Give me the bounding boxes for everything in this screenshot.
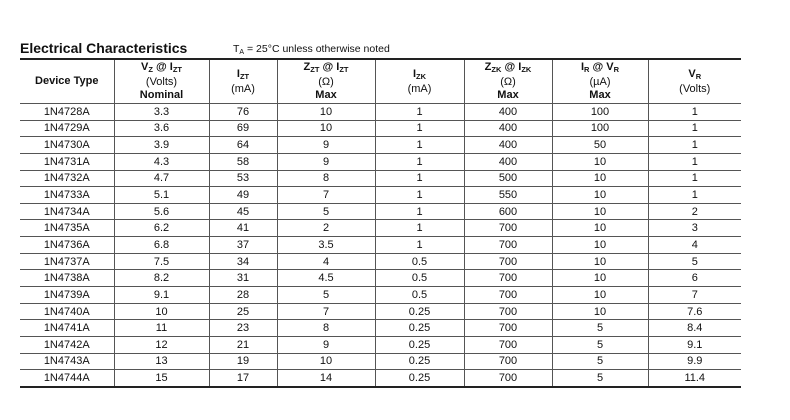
value-cell: 1 bbox=[375, 237, 464, 254]
device-type-cell: 1N4737A bbox=[20, 253, 114, 270]
electrical-characteristics-table bbox=[20, 58, 741, 388]
value-cell: 700 bbox=[464, 370, 552, 387]
value-cell: 1 bbox=[375, 220, 464, 237]
value-cell: 3.9 bbox=[114, 137, 209, 154]
device-type-cell: 1N4731A bbox=[20, 153, 114, 170]
value-cell: 19 bbox=[209, 353, 277, 370]
table-row bbox=[20, 303, 741, 320]
value-cell: 5 bbox=[552, 370, 648, 387]
value-cell: 49 bbox=[209, 187, 277, 204]
value-cell: 5 bbox=[277, 203, 375, 220]
value-cell: 700 bbox=[464, 336, 552, 353]
value-cell: 9 bbox=[277, 137, 375, 154]
value-cell: 41 bbox=[209, 220, 277, 237]
value-cell: 5 bbox=[552, 336, 648, 353]
value-cell: 10 bbox=[552, 203, 648, 220]
value-cell: 15 bbox=[114, 370, 209, 387]
value-cell: 0.25 bbox=[375, 353, 464, 370]
value-cell: 550 bbox=[464, 187, 552, 204]
value-cell: 23 bbox=[209, 320, 277, 337]
table-row bbox=[20, 370, 741, 387]
device-type-cell: 1N4740A bbox=[20, 303, 114, 320]
header-izt: $I_{ZT}$ (mA) bbox=[209, 59, 277, 104]
value-cell: 1 bbox=[648, 137, 741, 154]
value-cell: 1 bbox=[648, 104, 741, 121]
header-zzt: $Z_{ZT}$ @ $I_{ZT}$ (Ω) Max bbox=[277, 59, 375, 104]
value-cell: 9.1 bbox=[114, 287, 209, 304]
table-row bbox=[20, 203, 741, 220]
value-cell: 10 bbox=[552, 187, 648, 204]
table-row bbox=[20, 153, 741, 170]
value-cell: 700 bbox=[464, 320, 552, 337]
value-cell: 8 bbox=[277, 170, 375, 187]
value-cell: 25 bbox=[209, 303, 277, 320]
value-cell: 9.1 bbox=[648, 336, 741, 353]
value-cell: 34 bbox=[209, 253, 277, 270]
value-cell: 5 bbox=[277, 287, 375, 304]
table-row bbox=[20, 104, 741, 121]
value-cell: 0.25 bbox=[375, 320, 464, 337]
table-row bbox=[20, 353, 741, 370]
value-cell: 10 bbox=[277, 353, 375, 370]
value-cell: 8.2 bbox=[114, 270, 209, 287]
value-cell: 3.5 bbox=[277, 237, 375, 254]
value-cell: 64 bbox=[209, 137, 277, 154]
device-type-cell: 1N4742A bbox=[20, 336, 114, 353]
table-row bbox=[20, 253, 741, 270]
header-row bbox=[20, 59, 741, 104]
value-cell: 700 bbox=[464, 220, 552, 237]
value-cell: 10 bbox=[277, 104, 375, 121]
test-condition: $T_A = 25^\circ C$ unless otherwise noted bbox=[233, 43, 390, 56]
value-cell: 12 bbox=[114, 336, 209, 353]
value-cell: 45 bbox=[209, 203, 277, 220]
value-cell: 0.5 bbox=[375, 253, 464, 270]
device-type-cell: 1N4735A bbox=[20, 220, 114, 237]
value-cell: 1 bbox=[648, 120, 741, 137]
value-cell: 3.6 bbox=[114, 120, 209, 137]
table-row bbox=[20, 170, 741, 187]
device-type-cell: 1N4729A bbox=[20, 120, 114, 137]
value-cell: 69 bbox=[209, 120, 277, 137]
value-cell: 1 bbox=[648, 153, 741, 170]
value-cell: 2 bbox=[277, 220, 375, 237]
value-cell: 7.5 bbox=[114, 253, 209, 270]
value-cell: 4.5 bbox=[277, 270, 375, 287]
value-cell: 4 bbox=[648, 237, 741, 254]
device-type-cell: 1N4732A bbox=[20, 170, 114, 187]
value-cell: 8.4 bbox=[648, 320, 741, 337]
value-cell: 6.8 bbox=[114, 237, 209, 254]
device-type-cell: 1N4736A bbox=[20, 237, 114, 254]
value-cell: 11.4 bbox=[648, 370, 741, 387]
title-row bbox=[20, 40, 740, 58]
value-cell: 700 bbox=[464, 287, 552, 304]
value-cell: 600 bbox=[464, 203, 552, 220]
value-cell: 10 bbox=[277, 120, 375, 137]
table-row bbox=[20, 270, 741, 287]
value-cell: 500 bbox=[464, 170, 552, 187]
device-type-cell: 1N4741A bbox=[20, 320, 114, 337]
table-row bbox=[20, 137, 741, 154]
value-cell: 3 bbox=[648, 220, 741, 237]
value-cell: 700 bbox=[464, 303, 552, 320]
value-cell: 37 bbox=[209, 237, 277, 254]
value-cell: 0.5 bbox=[375, 287, 464, 304]
table-row bbox=[20, 320, 741, 337]
value-cell: 700 bbox=[464, 237, 552, 254]
value-cell: 5.1 bbox=[114, 187, 209, 204]
value-cell: 9 bbox=[277, 153, 375, 170]
value-cell: 10 bbox=[552, 287, 648, 304]
value-cell: 400 bbox=[464, 137, 552, 154]
value-cell: 1 bbox=[375, 153, 464, 170]
value-cell: 2 bbox=[648, 203, 741, 220]
header-zzk: $Z_{ZK}$ @ $I_{ZK}$ (Ω) Max bbox=[464, 59, 552, 104]
value-cell: 58 bbox=[209, 153, 277, 170]
value-cell: 0.25 bbox=[375, 303, 464, 320]
value-cell: 13 bbox=[114, 353, 209, 370]
header-ir: $I_R$ @ $V_R$ (µA) Max bbox=[552, 59, 648, 104]
value-cell: 9 bbox=[277, 336, 375, 353]
value-cell: 21 bbox=[209, 336, 277, 353]
value-cell: 14 bbox=[277, 370, 375, 387]
value-cell: 17 bbox=[209, 370, 277, 387]
value-cell: 0.5 bbox=[375, 270, 464, 287]
value-cell: 7 bbox=[648, 287, 741, 304]
value-cell: 4.7 bbox=[114, 170, 209, 187]
device-type-cell: 1N4733A bbox=[20, 187, 114, 204]
value-cell: 1 bbox=[648, 170, 741, 187]
value-cell: 11 bbox=[114, 320, 209, 337]
value-cell: 100 bbox=[552, 104, 648, 121]
value-cell: 1 bbox=[375, 170, 464, 187]
value-cell: 400 bbox=[464, 104, 552, 121]
value-cell: 5 bbox=[648, 253, 741, 270]
value-cell: 1 bbox=[375, 104, 464, 121]
value-cell: 10 bbox=[114, 303, 209, 320]
value-cell: 5 bbox=[552, 320, 648, 337]
header-vr: $V_R$ (Volts) bbox=[648, 59, 741, 104]
table-row bbox=[20, 287, 741, 304]
table-row bbox=[20, 120, 741, 137]
value-cell: 10 bbox=[552, 303, 648, 320]
value-cell: 10 bbox=[552, 220, 648, 237]
value-cell: 7 bbox=[277, 303, 375, 320]
value-cell: 10 bbox=[552, 170, 648, 187]
device-type-cell: 1N4730A bbox=[20, 137, 114, 154]
value-cell: 1 bbox=[648, 187, 741, 204]
value-cell: 700 bbox=[464, 270, 552, 287]
value-cell: 28 bbox=[209, 287, 277, 304]
device-type-cell: 1N4734A bbox=[20, 203, 114, 220]
value-cell: 1 bbox=[375, 187, 464, 204]
value-cell: 6 bbox=[648, 270, 741, 287]
value-cell: 5.6 bbox=[114, 203, 209, 220]
device-type-cell: 1N4739A bbox=[20, 287, 114, 304]
value-cell: 7 bbox=[277, 187, 375, 204]
value-cell: 4 bbox=[277, 253, 375, 270]
value-cell: 700 bbox=[464, 253, 552, 270]
value-cell: 400 bbox=[464, 120, 552, 137]
value-cell: 10 bbox=[552, 153, 648, 170]
value-cell: 10 bbox=[552, 237, 648, 254]
value-cell: 4.3 bbox=[114, 153, 209, 170]
header-izk: $I_{ZK}$ (mA) bbox=[375, 59, 464, 104]
device-type-cell: 1N4738A bbox=[20, 270, 114, 287]
value-cell: 50 bbox=[552, 137, 648, 154]
value-cell: 53 bbox=[209, 170, 277, 187]
table-row bbox=[20, 237, 741, 254]
value-cell: 3.3 bbox=[114, 104, 209, 121]
value-cell: 5 bbox=[552, 353, 648, 370]
value-cell: 100 bbox=[552, 120, 648, 137]
value-cell: 9.9 bbox=[648, 353, 741, 370]
table-row bbox=[20, 187, 741, 204]
header-vz: $V_Z$ @ $I_{ZT}$ (Volts) Nominal bbox=[114, 59, 209, 104]
value-cell: 10 bbox=[552, 270, 648, 287]
value-cell: 1 bbox=[375, 120, 464, 137]
value-cell: 0.25 bbox=[375, 336, 464, 353]
value-cell: 6.2 bbox=[114, 220, 209, 237]
value-cell: 400 bbox=[464, 153, 552, 170]
table-row bbox=[20, 220, 741, 237]
table-row bbox=[20, 336, 741, 353]
value-cell: 0.25 bbox=[375, 370, 464, 387]
value-cell: 10 bbox=[552, 253, 648, 270]
section-title: Electrical Characteristics bbox=[20, 40, 188, 56]
device-type-cell: 1N4744A bbox=[20, 370, 114, 387]
value-cell: 1 bbox=[375, 137, 464, 154]
header-device-type: Device Type bbox=[20, 59, 114, 104]
value-cell: 1 bbox=[375, 203, 464, 220]
value-cell: 31 bbox=[209, 270, 277, 287]
value-cell: 7.6 bbox=[648, 303, 741, 320]
value-cell: 76 bbox=[209, 104, 277, 121]
device-type-cell: 1N4728A bbox=[20, 104, 114, 121]
value-cell: 700 bbox=[464, 353, 552, 370]
device-type-cell: 1N4743A bbox=[20, 353, 114, 370]
value-cell: 8 bbox=[277, 320, 375, 337]
